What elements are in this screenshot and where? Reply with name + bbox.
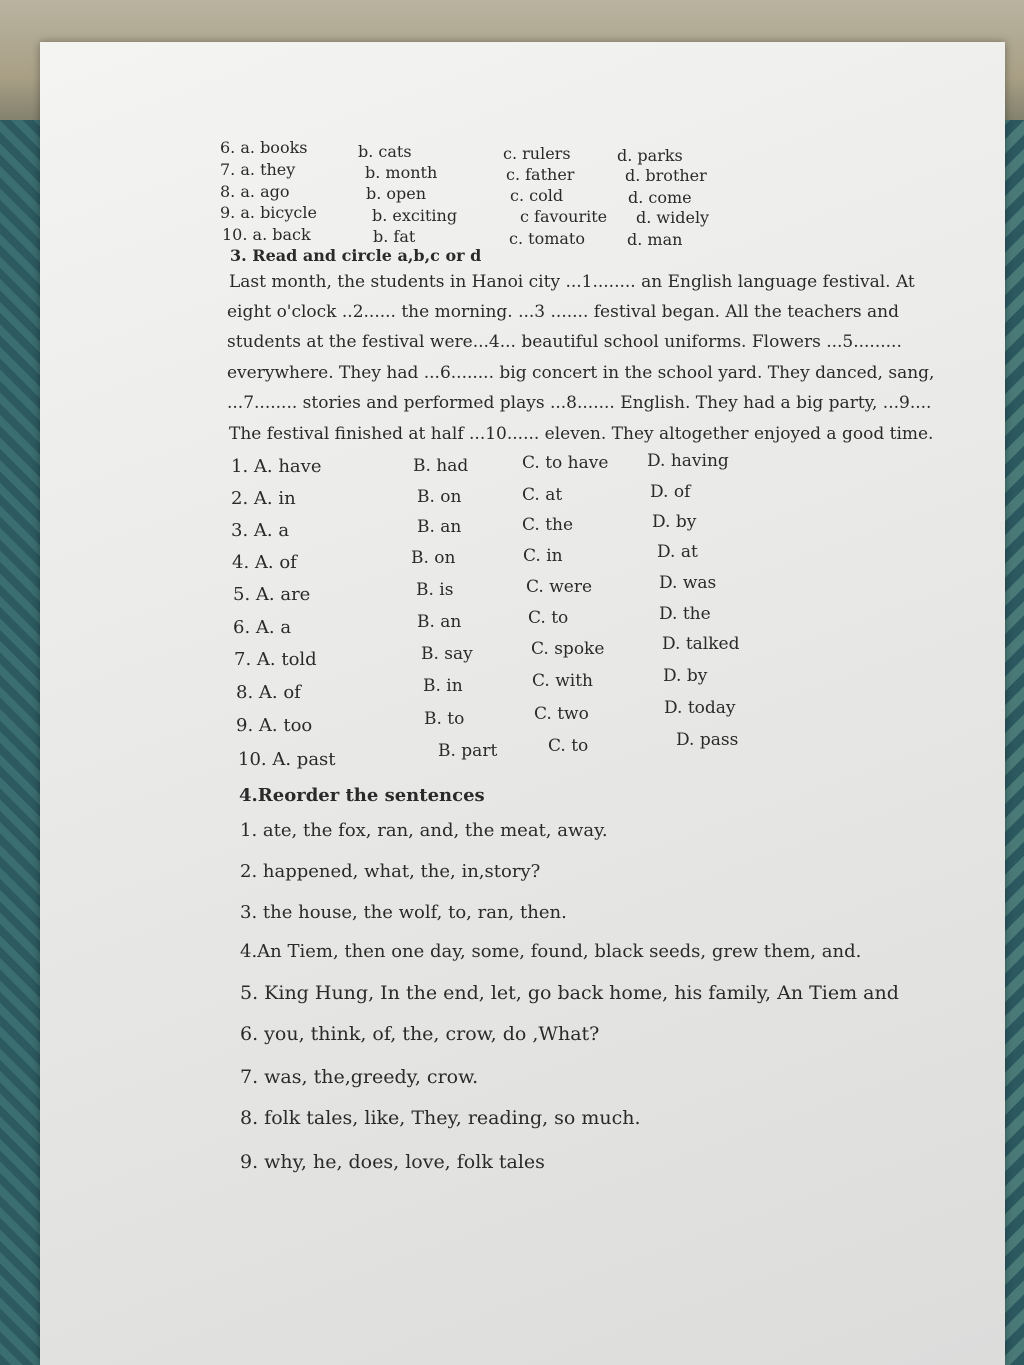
q10-option-c: C. to <box>548 736 589 756</box>
q1-option-a: 1. A. have <box>231 456 322 477</box>
q4-option-b: B. on <box>411 548 456 568</box>
reorder-item-8: 8. folk tales, like, They, reading, so much. <box>240 1107 641 1129</box>
q8-option-b: B. in <box>423 676 463 696</box>
passage-line-3: students at the festival were...4... beautiful school uniforms. Flowers ...5......... <box>227 332 902 352</box>
q9-option-c: C. two <box>534 704 589 724</box>
s2-row8-c: c. cold <box>510 186 564 205</box>
q6-option-a: 6. A. a <box>233 617 292 638</box>
reorder-item-3: 3. the house, the wolf, to, ran, then. <box>240 902 567 923</box>
passage-line-5: ...7........ stories and performed plays ...8....... English. They had a big party, ...9.... <box>227 393 932 413</box>
reorder-item-7: 7. was, the,greedy, crow. <box>240 1066 479 1088</box>
section3-heading: 3. Read and circle a,b,c or d <box>230 246 482 265</box>
s2-row6-d: d. parks <box>617 146 683 165</box>
s2-row9-a: 9. a. bicycle <box>220 203 317 222</box>
q9-option-b: B. to <box>424 709 465 729</box>
q1-option-b: B. had <box>413 456 469 476</box>
q6-option-b: B. an <box>417 612 462 632</box>
q6-option-d: D. the <box>659 604 711 624</box>
q5-option-d: D. was <box>659 573 717 593</box>
q5-option-a: 5. A. are <box>233 584 311 605</box>
reorder-item-6: 6. you, think, of, the, crow, do ,What? <box>240 1023 600 1045</box>
reorder-item-9: 9. why, he, does, love, folk tales <box>240 1151 545 1173</box>
q9-option-a: 9. A. too <box>236 715 313 736</box>
q6-option-c: C. to <box>528 608 569 628</box>
q4-option-c: C. in <box>523 546 563 566</box>
s2-row9-c: c favourite <box>520 207 608 226</box>
s2-row10-b: b. fat <box>373 227 416 246</box>
q7-option-c: C. spoke <box>531 639 605 659</box>
q4-option-a: 4. A. of <box>232 552 297 573</box>
s2-row7-b: b. month <box>365 163 438 182</box>
q5-option-c: C. were <box>526 577 593 597</box>
s2-row7-d: d. brother <box>625 166 707 185</box>
reorder-item-5: 5. King Hung, In the end, let, go back home, his family, An Tiem and <box>240 982 899 1004</box>
q3-option-d: D. by <box>652 512 697 532</box>
q3-option-b: B. an <box>417 517 462 537</box>
q10-option-b: B. part <box>438 741 498 761</box>
q2-option-c: C. at <box>522 485 563 505</box>
s2-row7-a: 7. a. they <box>220 160 296 179</box>
q10-option-a: 10. A. past <box>238 749 336 770</box>
q2-option-a: 2. A. in <box>231 488 296 509</box>
reorder-item-1: 1. ate, the fox, ran, and, the meat, away. <box>240 820 608 841</box>
s2-row10-d: d. man <box>627 230 683 249</box>
s2-row10-a: 10. a. back <box>222 225 311 244</box>
s2-row8-a: 8. a. ago <box>220 182 290 201</box>
section4-heading: 4.Reorder the sentences <box>239 785 485 806</box>
s2-row9-b: b. exciting <box>372 206 458 225</box>
q1-option-d: D. having <box>647 451 729 471</box>
q8-option-a: 8. A. of <box>236 682 301 703</box>
s2-row10-c: c. tomato <box>509 229 585 248</box>
passage-line-2: eight o'clock ..2...... the morning. ...3 ....... festival began. All the teachers and <box>227 302 899 322</box>
q9-option-d: D. today <box>664 698 736 718</box>
q8-option-d: D. by <box>663 666 708 686</box>
s2-row8-b: b. open <box>366 184 427 203</box>
reorder-item-4: 4.An Tiem, then one day, some, found, black seeds, grew them, and. <box>240 941 862 962</box>
passage-line-6: The festival finished at half ...10...... eleven. They altogether enjoyed a good time. <box>229 424 934 444</box>
q7-option-d: D. talked <box>662 634 740 654</box>
s2-row9-d: d. widely <box>636 208 710 227</box>
s2-row6-a: 6. a. books <box>220 138 308 157</box>
q5-option-b: B. is <box>416 580 454 600</box>
passage-line-4: everywhere. They had ...6........ big concert in the school yard. They danced, sang, <box>227 363 935 383</box>
q1-option-c: C. to have <box>522 453 609 473</box>
reorder-item-2: 2. happened, what, the, in,story? <box>240 861 541 882</box>
q10-option-d: D. pass <box>676 730 739 750</box>
s2-row7-c: c. father <box>506 165 575 184</box>
q8-option-c: C. with <box>532 671 593 691</box>
q3-option-c: C. the <box>522 515 574 535</box>
q2-option-b: B. on <box>417 487 462 507</box>
q7-option-b: B. say <box>421 644 473 664</box>
q3-option-a: 3. A. a <box>231 520 290 541</box>
s2-row6-c: c. rulers <box>503 144 571 163</box>
q4-option-d: D. at <box>657 542 698 562</box>
s2-row8-d: d. come <box>628 188 692 207</box>
passage-line-1: Last month, the students in Hanoi city ...1........ an English language festival. At <box>229 272 915 292</box>
q2-option-d: D. of <box>650 482 691 502</box>
s2-row6-b: b. cats <box>358 142 412 161</box>
q7-option-a: 7. A. told <box>234 649 317 670</box>
